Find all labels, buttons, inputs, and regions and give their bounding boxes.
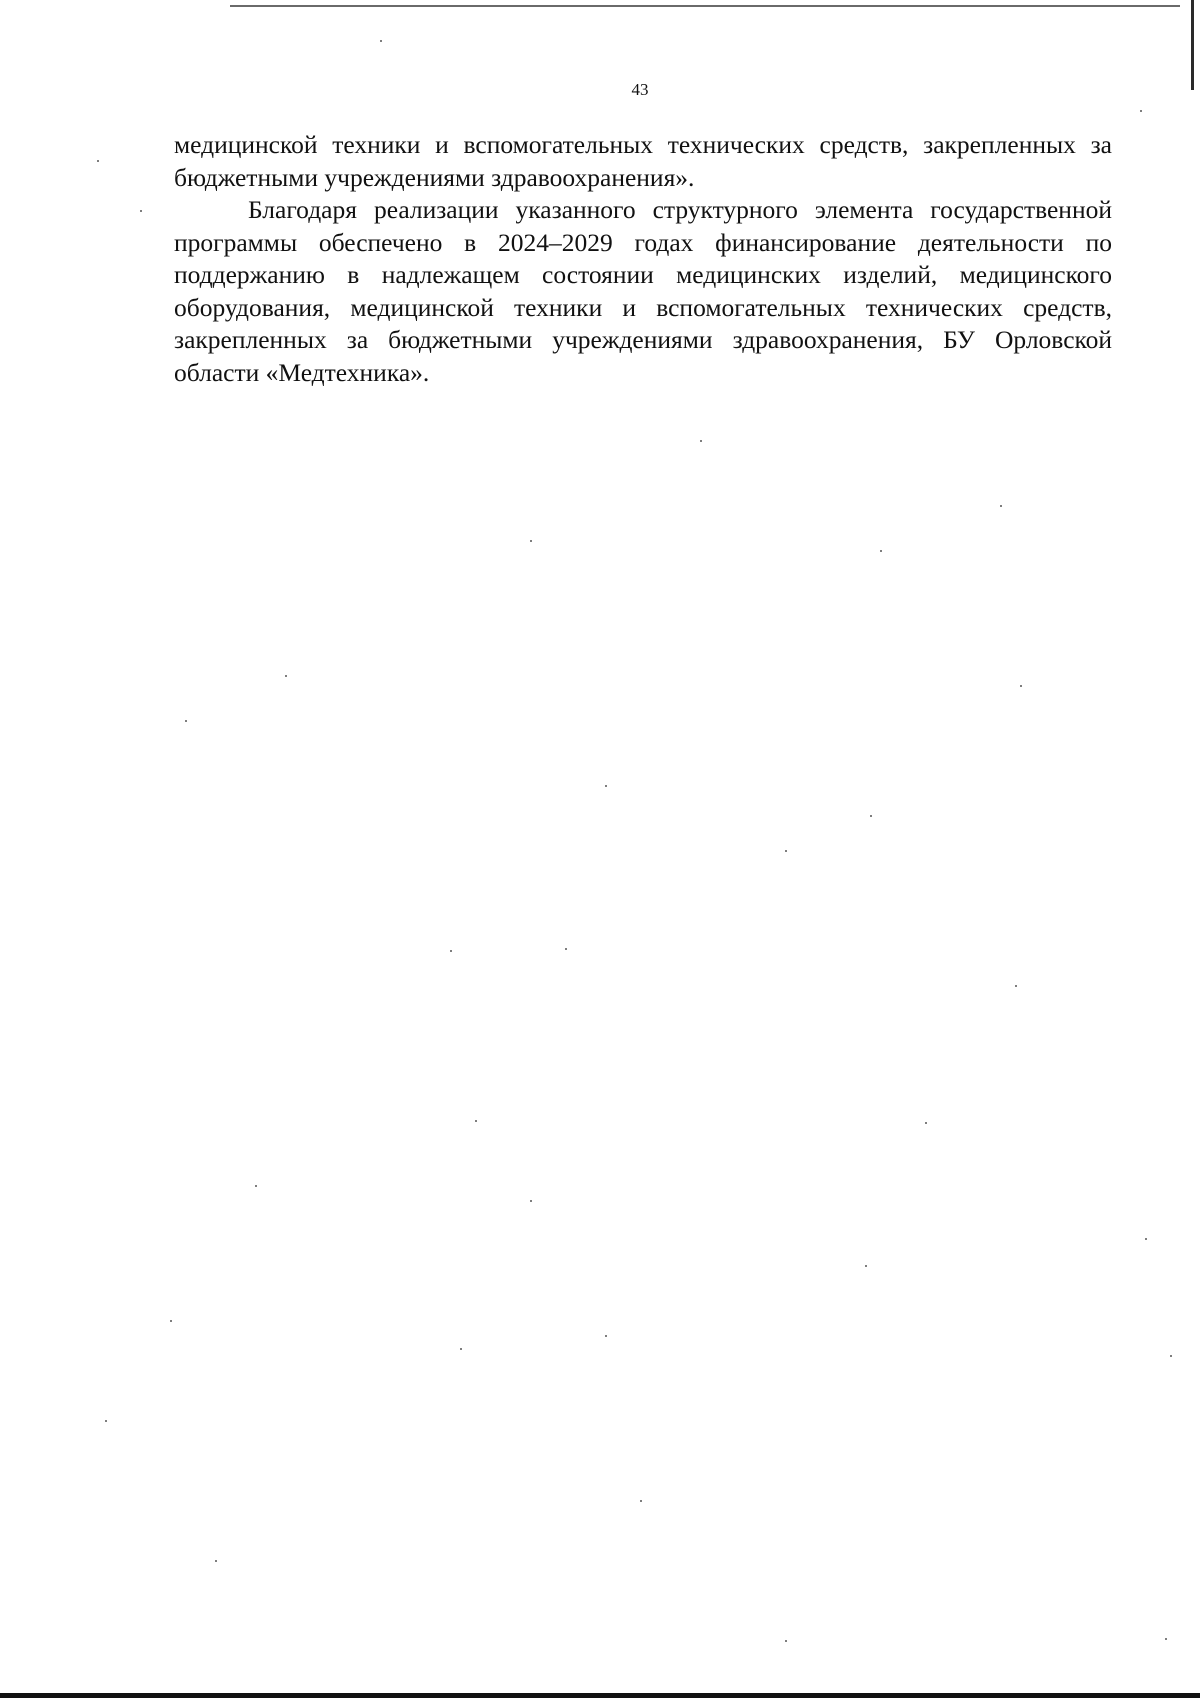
scan-speck [530,1200,532,1202]
scan-border-top [230,5,1180,7]
scan-speck [475,1120,477,1122]
scan-speck [565,948,567,950]
scan-speck [215,1560,217,1562]
scan-speck [97,160,99,162]
scan-speck [380,40,382,42]
scan-speck [1170,1355,1172,1357]
scan-speck [1000,505,1002,507]
scan-speck [785,850,787,852]
scan-speck [285,675,287,677]
scan-speck [925,1122,927,1124]
scan-speck [1140,110,1142,112]
scan-speck [605,785,607,787]
scan-speck [640,1500,642,1502]
page-number: 43 [631,80,649,99]
scan-speck [450,950,452,952]
scan-speck [870,815,872,817]
scan-speck [460,1348,462,1350]
scan-speck [700,440,702,442]
scan-speck [1165,1638,1167,1640]
scan-speck [170,1320,172,1322]
scan-speck [185,720,187,722]
scan-speck [1145,1238,1147,1240]
scan-speck [1020,685,1022,687]
scan-speck [880,550,882,552]
scan-speck [530,540,532,542]
scan-border-bottom [0,1693,1200,1698]
scan-speck [865,1265,867,1267]
scan-speck [105,1420,107,1422]
scan-speck [1015,985,1017,987]
document-body [174,129,1112,389]
paragraph: Благодаря реализации указанного структурного элемента государственной программы обеспечено в 2024–2029 годах финансирование деятельности по поддержанию в надлежащем состоянии медицинских изделий, медицинского оборудования, медицинской техники и вспомогательных технических средств, закрепленных за бюджетными учреждениями здравоохранения, БУ Орловской области «Медтехника». [174,195,1112,387]
scan-border-right [1191,0,1194,90]
scan-speck [255,1185,257,1187]
scan-speck [140,210,142,212]
paragraph-continuation: медицинской техники и вспомогательных технических средств, закрепленных за бюджетными учреждениями здравоохранения». [174,130,1112,192]
scan-speck [785,1640,787,1642]
scan-speck [605,1335,607,1337]
